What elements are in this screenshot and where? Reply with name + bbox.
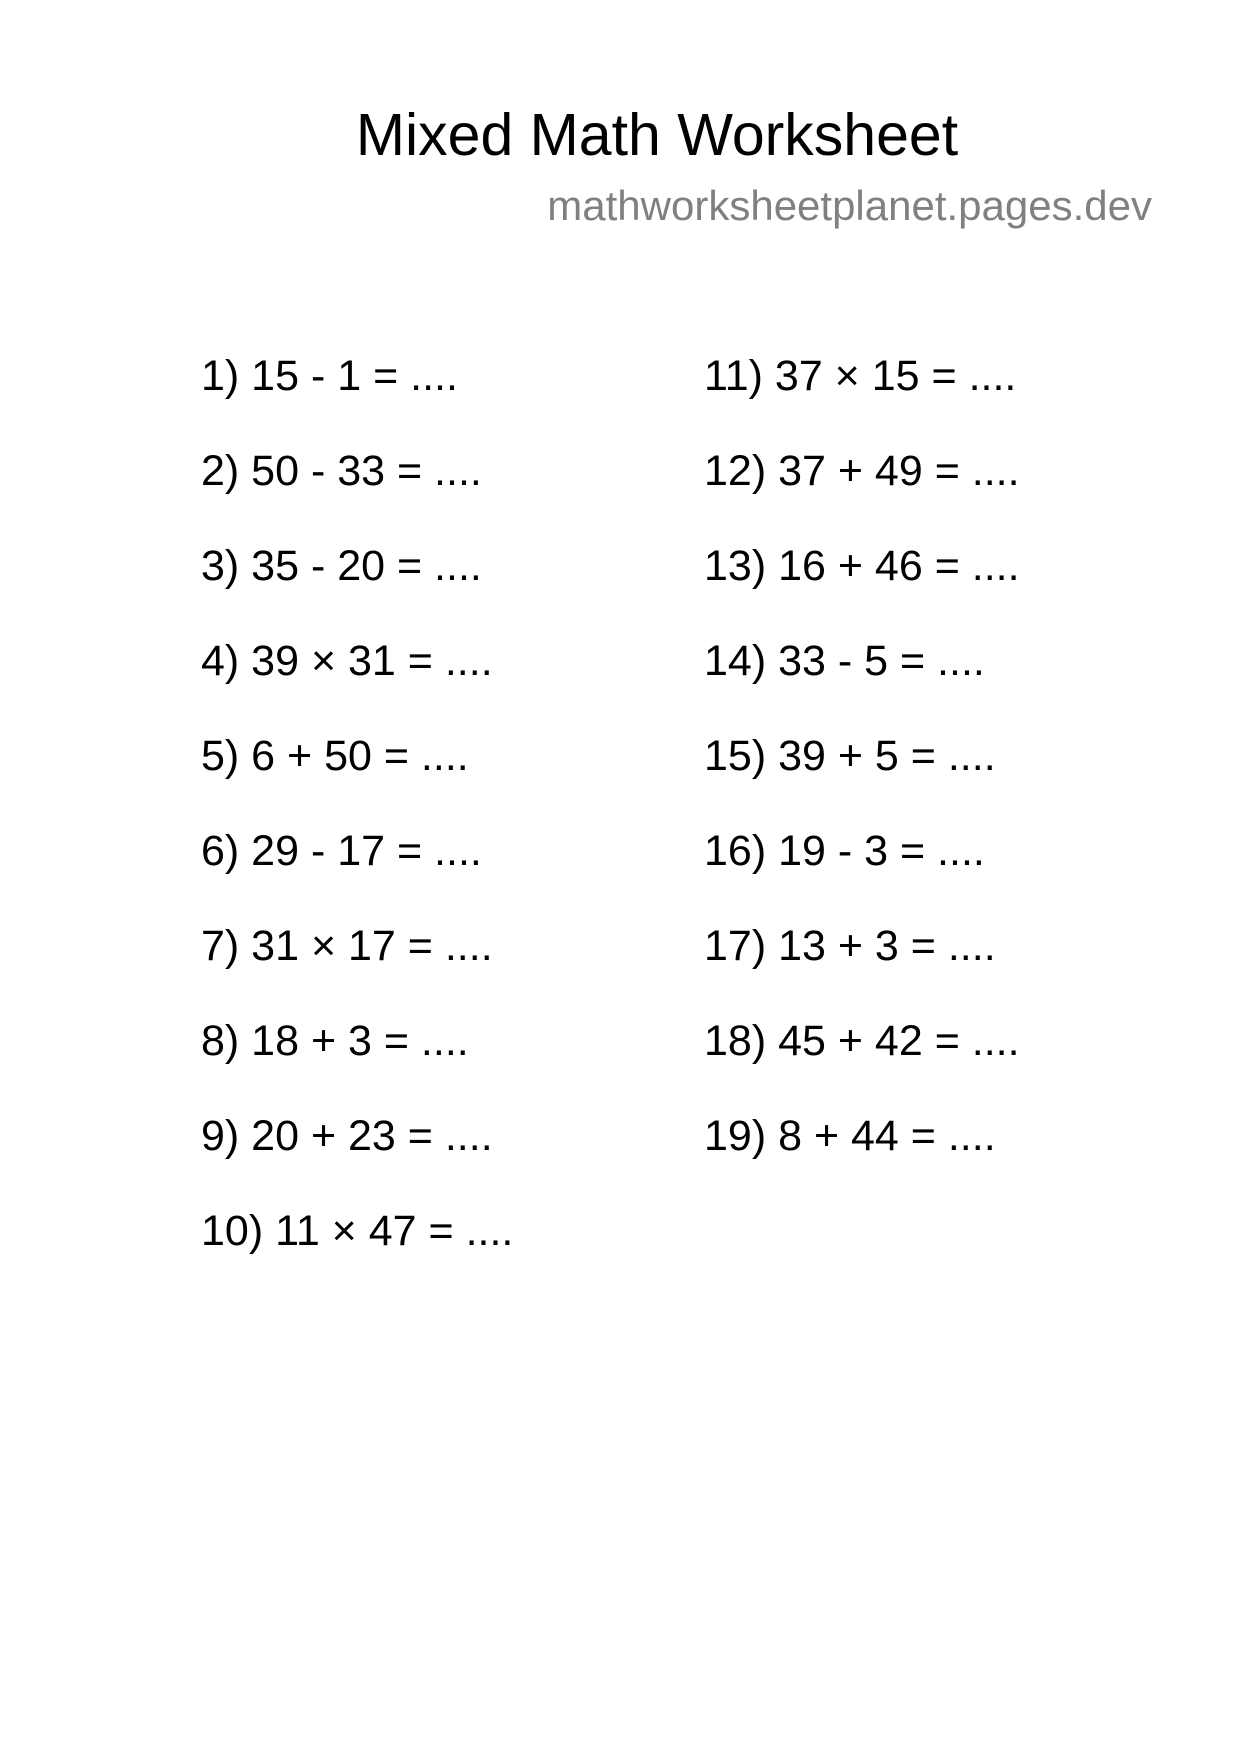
problem-8: 8) 18 + 3 = .... [201,1017,469,1065]
problem-2: 2) 50 - 33 = .... [201,447,482,495]
problem-1: 1) 15 - 1 = .... [201,352,458,400]
problem-11: 11) 37 × 15 = .... [704,352,1017,400]
problem-12: 12) 37 + 49 = .... [704,447,1020,495]
page-title: Mixed Math Worksheet [355,102,959,168]
problem-3: 3) 35 - 20 = .... [201,542,482,590]
problem-6: 6) 29 - 17 = .... [201,827,482,875]
problem-18: 18) 45 + 42 = .... [704,1017,1020,1065]
problem-9: 9) 20 + 23 = .... [201,1112,493,1160]
problem-5: 5) 6 + 50 = .... [201,732,469,780]
problem-10: 10) 11 × 47 = .... [201,1207,514,1255]
problem-4: 4) 39 × 31 = .... [201,637,493,685]
problem-17: 17) 13 + 3 = .... [704,922,996,970]
problem-list-right [704,349,1020,1204]
problem-7: 7) 31 × 17 = .... [201,922,493,970]
problem-19: 19) 8 + 44 = .... [704,1112,996,1160]
problem-list-left [201,349,513,1299]
problem-15: 15) 39 + 5 = .... [704,732,996,780]
problem-16: 16) 19 - 3 = .... [704,827,985,875]
source-url: mathworksheetplanet.pages.dev [547,182,1152,229]
problem-13: 13) 16 + 46 = .... [704,542,1020,590]
problem-14: 14) 33 - 5 = .... [704,637,985,685]
